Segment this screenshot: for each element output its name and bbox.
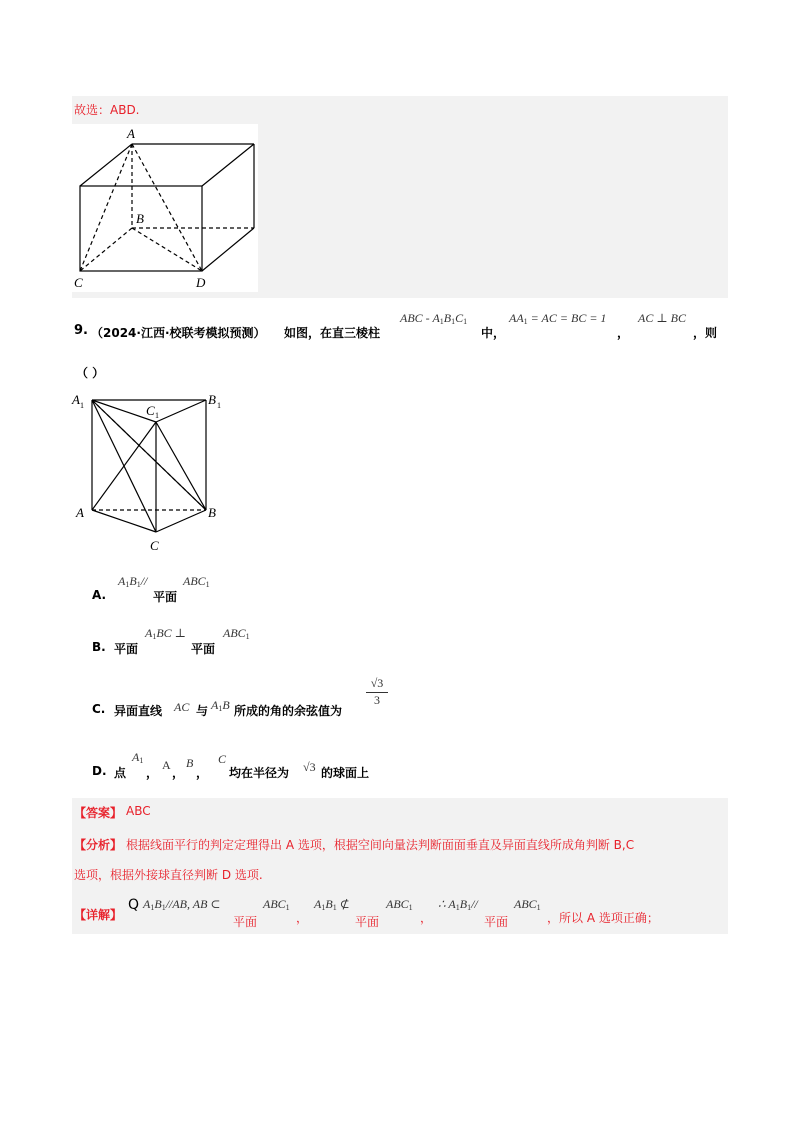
option-b-obj: $ABC_1$ bbox=[223, 626, 250, 641]
detail-expr3: ∴ $A_1B_1//$ bbox=[438, 897, 478, 912]
analysis-line2: 选项，根据外接球直径判断 D 选项. bbox=[74, 868, 263, 882]
option-c-text2: 与 bbox=[196, 704, 209, 718]
option-c-fraction bbox=[366, 676, 388, 708]
detail-plane3: 平面 bbox=[484, 915, 509, 929]
question-number: 9. bbox=[74, 323, 88, 338]
detail-plane2: 平面 bbox=[355, 915, 380, 929]
detail-q-symbol: Q bbox=[128, 897, 140, 913]
option-c-text3: 所成的角的余弦值为 bbox=[234, 704, 343, 718]
option-d-point-a1: $A_1$ bbox=[132, 750, 144, 765]
option-b-plane2: 平面 bbox=[191, 642, 216, 656]
question-comma: ， bbox=[617, 326, 630, 340]
question-source: （2024·江西·校联考模拟预测） bbox=[91, 326, 266, 340]
detail-expr2: $A_1B_1$ ⊄ bbox=[314, 897, 350, 912]
label-A1: A bbox=[72, 392, 80, 407]
prism-expression: ABC - $A_1B_1C_1$ bbox=[400, 311, 468, 326]
detail-obj3: $ABC_1$ bbox=[514, 897, 541, 912]
detail-end: ，所以 A 选项正确； bbox=[547, 911, 659, 925]
label-D: D bbox=[196, 275, 206, 290]
question-zhong: 中， bbox=[481, 326, 506, 340]
option-d-point-a: A bbox=[162, 758, 171, 772]
option-d-point-b: B bbox=[186, 756, 194, 770]
option-c-ac: AC bbox=[174, 700, 190, 714]
detail-obj2: $ABC_1$ bbox=[386, 897, 413, 912]
detail-comma1: ， bbox=[296, 911, 309, 925]
option-a-plane: 平面 bbox=[153, 590, 178, 604]
analysis-label: 【分析】 bbox=[74, 838, 123, 852]
fraction-numerator: √3 bbox=[366, 676, 388, 693]
svg-text:1: 1 bbox=[80, 401, 84, 410]
option-d-text1: 点 bbox=[114, 766, 127, 780]
option-a-obj: $ABC_1$ bbox=[183, 574, 210, 589]
option-d-sep2: ， bbox=[172, 766, 185, 780]
option-d-radius: √3 bbox=[303, 760, 316, 774]
label-C-bottom: C bbox=[150, 538, 159, 553]
option-a-expr: $A_1B_1//$ bbox=[118, 574, 148, 589]
option-b-expr: $A_1BC$ ⊥ bbox=[145, 626, 186, 641]
question-text: 如图，在直三棱柱 bbox=[284, 326, 381, 340]
option-d-sep1: ， bbox=[146, 766, 159, 780]
condition-equal: $AA_1$ = AC = BC = 1 bbox=[509, 311, 607, 326]
answer-value: ABC bbox=[126, 804, 151, 818]
label-A: A bbox=[127, 126, 135, 141]
label-C1: C bbox=[146, 403, 155, 418]
option-d-text3: 的球面上 bbox=[321, 766, 370, 780]
svg-text:1: 1 bbox=[217, 401, 221, 410]
cuboid-diagram bbox=[72, 124, 258, 292]
detail-label: 【详解】 bbox=[74, 908, 123, 922]
option-d-point-c: C bbox=[218, 752, 227, 766]
option-a-letter: A. bbox=[92, 588, 107, 602]
option-c-text1: 异面直线 bbox=[114, 704, 163, 718]
detail-expr1: $A_1B_1//AB$, AB ⊂ bbox=[143, 897, 221, 912]
fraction-denominator: 3 bbox=[374, 693, 380, 707]
analysis-line1: 根据线面平行的判定定理得出 A 选项，根据空间向量法判断面面垂直及异面直线所成角判断 B,C bbox=[126, 838, 635, 852]
detail-plane1: 平面 bbox=[233, 915, 258, 929]
cuboid-figure bbox=[72, 124, 258, 292]
option-b-plane1: 平面 bbox=[114, 642, 139, 656]
label-A-bottom: A bbox=[76, 505, 84, 520]
detail-comma2: ， bbox=[420, 911, 433, 925]
label-B: B bbox=[136, 211, 144, 226]
svg-text:1: 1 bbox=[155, 411, 159, 420]
prism-diagram bbox=[68, 384, 238, 556]
prism-figure bbox=[68, 384, 238, 556]
question-blank: （ ） bbox=[76, 366, 105, 380]
option-c-letter: C. bbox=[92, 702, 106, 716]
detail-obj1: $ABC_1$ bbox=[263, 897, 290, 912]
label-C: C bbox=[74, 275, 83, 290]
label-B-bottom: B bbox=[208, 505, 216, 520]
question-ze: ，则 bbox=[693, 326, 718, 340]
previous-conclusion: 故选：ABD. bbox=[74, 103, 140, 117]
condition-perpendicular: AC ⊥ BC bbox=[638, 311, 686, 325]
option-d-text2: 均在半径为 bbox=[229, 766, 290, 780]
option-b-letter: B. bbox=[92, 640, 106, 654]
label-B1: B bbox=[208, 392, 216, 407]
answer-label: 【答案】 bbox=[74, 806, 123, 820]
option-c-a1b: $A_1B$ bbox=[211, 698, 230, 713]
option-d-sep3: ， bbox=[196, 766, 209, 780]
option-d-letter: D. bbox=[92, 764, 107, 778]
